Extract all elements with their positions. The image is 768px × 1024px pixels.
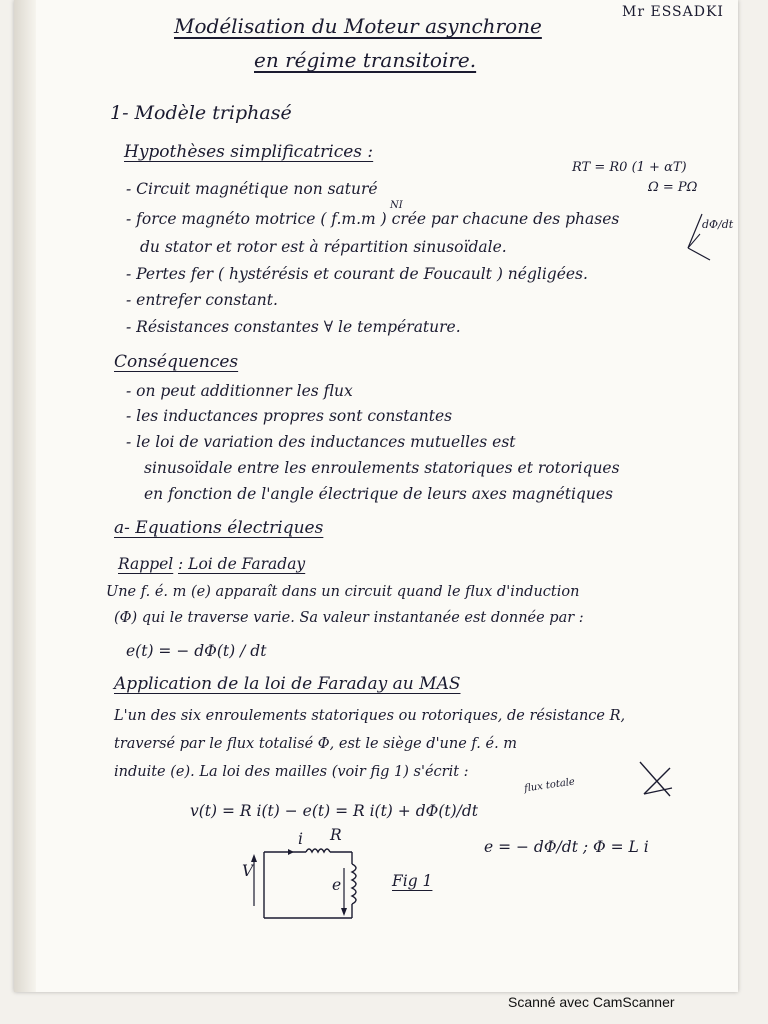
faraday-formula: e(t) = − dΦ(t) / dt [126,642,267,660]
consequence-3-cont-2: en fonction de l'angle électrique de leurs axes magnétiques [144,485,613,503]
consequences-heading: Conséquences [114,352,239,372]
omega-formula: Ω = PΩ [648,180,698,195]
label-emf-e: e [332,876,342,894]
label-current-i: i [298,830,303,848]
axes-sketch [680,208,714,268]
consequence-3: - le loi de variation des inductances mutuelles est [126,433,516,451]
rappel-label: Rappel [118,555,174,573]
hypothesis-4: - entrefer constant. [126,291,278,309]
hypothesis-2-cont: du stator et rotor est à répartition sinusoïdale. [140,238,507,256]
label-voltage-v: V [242,862,254,880]
resistance-temperature-formula: RT = R0 (1 + αT) [572,160,687,175]
camscanner-footer: Scanné avec CamScanner [508,994,675,1010]
label-resistance-r: R [330,826,342,844]
main-equation: v(t) = R i(t) − e(t) = R i(t) + dΦ(t)/dt [190,802,479,820]
figure-caption: Fig 1 [392,872,433,890]
title-line-1: Modélisation du Moteur asynchrone [174,14,542,38]
crossed-sketch [634,758,678,802]
hypothesis-1: - Circuit magnétique non saturé [126,180,378,198]
rappel-title: : Loi de Faraday [178,555,306,573]
application-heading: Application de la loi de Faraday au MAS [114,674,461,694]
faraday-text-1: Une f. é. m (e) apparaît dans un circuit quand le flux d'induction [106,584,580,600]
title-line-2: en régime transitoire. [254,48,477,72]
circuit-diagram [234,834,374,924]
hypothesis-2: - force magnéto motrice ( f.m.m ) crée par chacune des phases [126,210,620,228]
faraday-text-2: (Φ) qui le traverse varie. Sa valeur instantanée est donnée par : [114,610,584,626]
hypotheses-heading: Hypothèses simplificatrices : [124,142,374,162]
subsection-a-heading: a- Equations électriques [114,518,324,538]
section-1-heading: 1- Modèle triphasé [110,102,292,124]
page-edge-shadow [14,0,36,992]
hypothesis-3: - Pertes fer ( hystérésis et courant de Foucault ) négligées. [126,265,588,283]
application-text-2: traversé par le flux totalisé Φ, est le siège d'une f. é. m [114,736,518,752]
consequence-2: - les inductances propres sont constantes [126,407,453,425]
consequence-3-cont-1: sinusoïdale entre les enroulements statoriques et rotoriques [144,459,620,477]
hypothesis-5: - Résistances constantes ∀ le température. [126,318,461,336]
side-equation: e = − dΦ/dt ; Φ = L i [484,838,649,856]
scanned-page [14,0,738,992]
application-text-1: L'un des six enroulements statoriques ou rotoriques, de résistance R, [114,708,626,724]
consequence-1: - on peut additionner les flux [126,382,353,400]
annotation-flux-totale: flux totale [523,776,576,795]
author-name: Mr ESSADKI [622,4,724,20]
ni-note: NI [390,200,403,211]
flux-derivative-note: dΦ/dt [702,218,734,231]
application-text-3: induite (e). La loi des mailles (voir fig 1) s'écrit : [114,764,469,780]
